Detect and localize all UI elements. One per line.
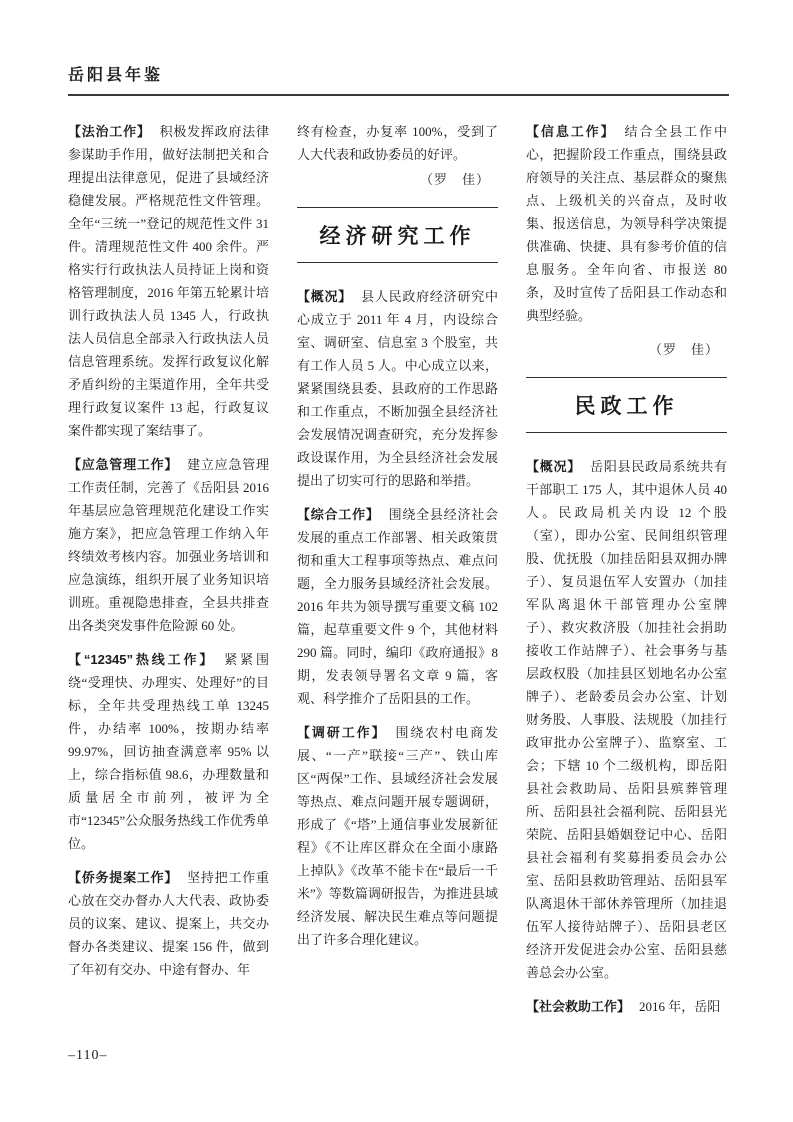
page-header-title: 岳阳县年鉴 — [68, 67, 164, 84]
entry-text: 建立应急管理工作责任制，完善了《岳阳县 2016 年基层应急管理规范化建设工作实施方案》，把应急管理工作纳入年终绩效考核内容。加强业务培训和应急演练，组织开展了业务知识培训班。重视隐患排查，全县共排查出各类突发事件危险源 60 处。 — [68, 457, 269, 633]
entry-text: 2016 年，岳阳 — [639, 999, 721, 1014]
continuation-paragraph: 终有检查，办复率 100%，受到了人大代表和政协委员的好评。 — [297, 124, 498, 162]
entry-fazhi — [68, 120, 269, 442]
entry-text: 结合全县工作中心，把握阶段工作重点，围绕县政府领导的关注点、基层群众的聚焦点、上级机关的兴奋点，及时收集、报送信息，为领导科学决策提供准确、快捷、具有参考价值的信息服务。全年向省、市报送 80 条，及时宣传了岳阳县工作动态和典型经验。 — [526, 124, 727, 323]
entry-text: 坚持把工作重心放在交办督办人大代表、政协委员的议案、建议、提案上，共交办督办各类建议、提案 156 件，做到了年初有交办、中途有督办、年 — [68, 870, 269, 977]
entry-gaikuang-minzheng — [526, 455, 727, 984]
entry-text: 积极发挥政府法律参谋助手作用，做好法制把关和合理提出法律意见，促进了县域经济稳健发展。严格规范性文件管理。全年“三统一”登记的规范性文件 31 件。清理规范性文件 400 余件。严格实行行政执法人员持证上岗和资格管理制度，2016 年第五轮累计培训行政执法人员 1345 人，行政执法人员信息全部录入行政执法人员信息管理系统。发挥行政复议化解矛盾纠纷的主渠道作用，全年共受理行政复议案件 13 起，行政复议案件都实现了案结事了。 — [68, 124, 269, 438]
entry-yingji — [68, 453, 269, 637]
entry-text: 围绕农村电商发展、“一产”联接“三产”、铁山库区“两保”工作、县域经济社会发展等热点、难点问题开展专题调研，形成了《“塔”上通信事业发展新征程》《不让库区群众在全面小康路上掉队》《改革不能卡在“最后一千米”》等数篇调研报告，为推进县域经济发展、解决民生难点等问题提出了许多合理化建议。 — [297, 725, 498, 947]
section-title-jingji-yanjiu: 经济研究工作 — [297, 207, 498, 263]
entry-zonghe — [297, 503, 498, 710]
entry-label: 【应急管理工作】 — [68, 457, 179, 472]
content-columns — [68, 120, 729, 1029]
entry-label: 【侨务提案工作】 — [68, 870, 179, 885]
column-1 — [68, 120, 269, 1029]
entry-text: 紧紧围绕“受理快、办理实、处理好”的目标，全年共受理热线工单 13245 件，办结率 100%，按期办结率 99.97%，回访抽查满意率 95% 以上，综合指标值 98.6，办理数量和质量居全市前列，被评为全市“12345”公众服务热线工作优秀单位。 — [68, 652, 269, 851]
page-number: –110– — [68, 1048, 108, 1063]
entry-xinxi — [526, 120, 727, 327]
entry-text: 县人民政府经济研究中心成立于 2011 年 4 月，内设综合室、调研室、信息室 3 个股室，共有工作人员 5 人。中心成立以来，紧紧围绕县委、县政府的工作思路和工作重点，不断加强全县经济社会发展情况调查研究，充分发挥参政设谋作用，为全县经济社会发展提出了切实可行的思路和举措。 — [297, 289, 498, 488]
entry-gaikuang-jjyj — [297, 285, 498, 492]
entry-label: 【综合工作】 — [297, 507, 380, 522]
column-2 — [297, 120, 498, 1029]
entry-diaoyan — [297, 721, 498, 951]
entry-label: 【信息工作】 — [526, 124, 616, 139]
entry-rexian — [68, 648, 269, 855]
header-rule — [68, 94, 729, 96]
entry-shehui-jiuzhu — [526, 995, 727, 1018]
entry-qiaowu — [68, 866, 269, 981]
entry-text: 岳阳县民政局系统共有干部职工 175 人，其中退休人员 40 人。民政局机关内设 12 个股（室），即办公室、民间组织管理股、优抚股（加挂岳阳县双拥办牌子）、复员退伍军人安置办（加挂军队离退休干部管理办公室牌子）、救灾救济股（加挂社会捐助接收工作站牌子）、社会事务与基层政权股（加挂县区划地名办公室牌子）、老龄委员会办公室、计划财务股、人事股、法规股（加挂行政审批办公室牌子）、监察室、工会；下辖 10 个二级机构，即岳阳县社会救助局、岳阳县殡葬管理所、岳阳县社会福利院、岳阳县光荣院、岳阳县婚姻登记中心、岳阳县社会福利有奖募捐委员会办公室、岳阳县救助管理站、岳阳县军队离退休干部休养管理所（加挂退伍军人接待站牌子）、岳阳县老区经济开发促进会办公室、岳阳县慈善总会办公室。 — [526, 459, 727, 980]
entry-label: 【社会救助工作】 — [526, 999, 631, 1014]
author-byline: （罗 佳） — [419, 172, 490, 187]
section-title-minzheng: 民政工作 — [526, 377, 727, 433]
entry-label: 【调研工作】 — [297, 725, 387, 740]
column-3 — [526, 120, 727, 1029]
entry-label: 【法治工作】 — [68, 124, 151, 139]
author-byline: （罗 佳） — [648, 342, 719, 357]
entry-label: 【概况】 — [526, 459, 582, 474]
entry-label: 【概况】 — [297, 289, 353, 304]
entry-label: 【“12345”热线工作】 — [68, 652, 216, 667]
entry-text: 围绕全县经济社会发展的重点工作部署、相关政策贯彻和重大工程事项等热点、难点问题，全力服务县域经济社会发展。2016 年共为领导撰写重要文稿 102 篇，起草重要文件 9 个，其他材料 290 篇。同时，编印《政府通报》8 期，发表领导署名文章 9 篇，客观、科学推介了岳阳县的工作。 — [297, 507, 498, 706]
